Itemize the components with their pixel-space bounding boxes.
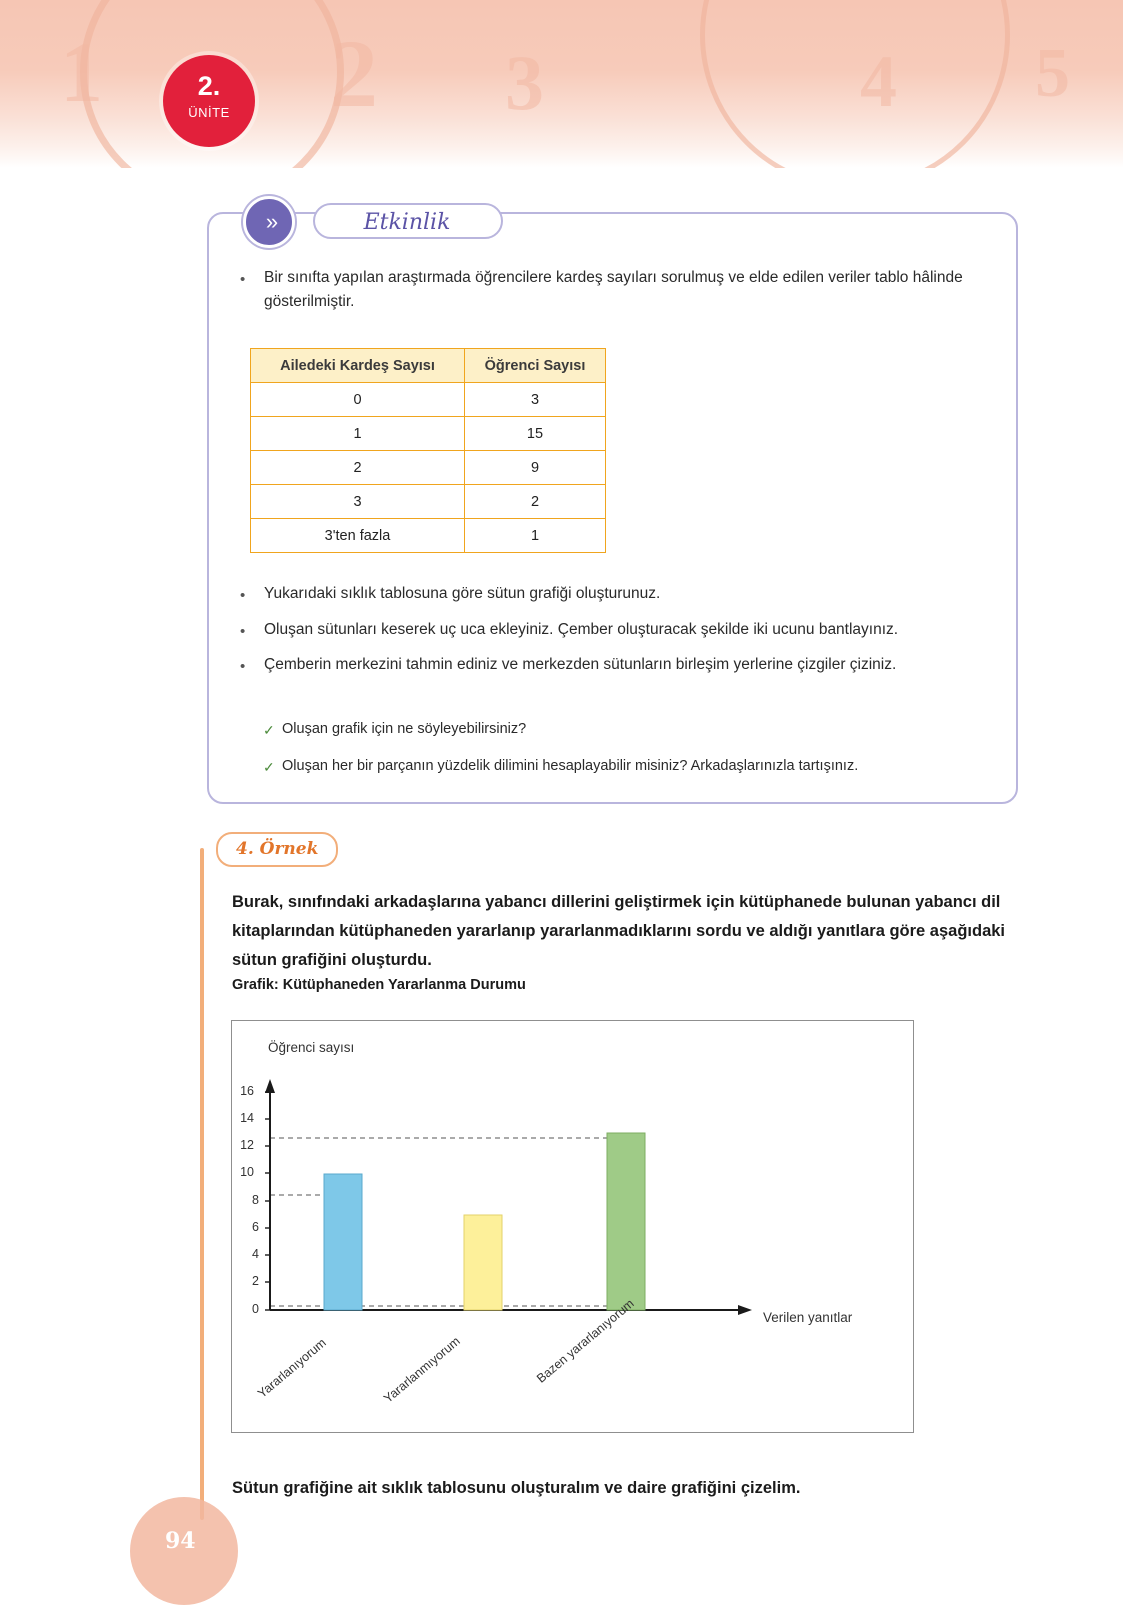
activity-title: Etkinlik — [363, 210, 451, 235]
table-row — [251, 451, 606, 485]
double-arrow-icon: » — [243, 196, 295, 248]
x-axis-arrow — [738, 1305, 752, 1315]
decor-number: 4 — [860, 41, 897, 123]
example-rail — [200, 848, 204, 1520]
table-cell: 1 — [251, 417, 465, 451]
activity-bullet-2: Yukarıdaki sıklık tablosuna göre sütun grafiği oluşturunuz. — [264, 585, 661, 602]
table-cell: 2 — [251, 451, 465, 485]
decor-number: 5 — [1035, 35, 1070, 112]
table-row — [251, 519, 606, 553]
unit-label: ÜNİTE — [188, 105, 230, 120]
table-header-cell: Öğrenci Sayısı — [465, 349, 606, 383]
unit-badge — [163, 55, 255, 147]
table-cell: 1 — [465, 519, 606, 553]
decor-number: 3 — [505, 39, 544, 126]
bar-yararlanmiyorum — [464, 1215, 502, 1310]
unit-number: 2. — [197, 71, 221, 101]
table-cell: 0 — [251, 383, 465, 417]
closing-paragraph: Sütun grafiğine ait sıklık tablosunu oluşturalım ve daire grafiğini çizelim. — [232, 1479, 801, 1497]
chart-caption: Grafik: Kütüphaneden Yararlanma Durumu — [232, 977, 526, 993]
y-tick-16: 16 — [240, 1084, 254, 1098]
table-cell: 9 — [465, 451, 606, 485]
table-row — [251, 383, 606, 417]
frequency-table — [250, 348, 606, 553]
y-tick-2: 2 — [252, 1274, 259, 1288]
bullet-marker: • — [240, 623, 246, 640]
y-tick-6: 6 — [252, 1220, 259, 1234]
x-category-2: Yararlanmıyorum — [381, 1333, 463, 1406]
example-title: 4. Örnek — [216, 832, 338, 867]
table-row — [251, 485, 606, 519]
decor-circle — [700, 0, 1010, 168]
activity-bullet-1: Bir sınıfta yapılan araştırmada öğrencilere kardeş sayıları sorulmuş ve elde edilen veriler tablo hâlinde gösterilmiştir. — [264, 269, 963, 311]
activity-check-1: Oluşan grafik için ne söyleyebilirsiniz? — [282, 721, 527, 737]
y-tick-0: 0 — [252, 1302, 259, 1316]
chart-x-axis-label: Verilen yanıtlar — [763, 1310, 853, 1325]
chart-y-axis-label: Öğrenci sayısı — [268, 1040, 355, 1055]
table-row — [251, 417, 606, 451]
bar-chart-svg — [232, 1021, 913, 1432]
table-cell: 3'ten fazla — [251, 519, 465, 553]
table-cell: 15 — [465, 417, 606, 451]
activity-check-2: Oluşan her bir parçanın yüzdelik dilimini hesaplayabilir misiniz? Arkadaşlarınızla tartışınız. — [282, 758, 859, 774]
bar-bazen-yararlaniyorum — [607, 1133, 645, 1310]
y-axis-arrow — [265, 1079, 275, 1093]
x-category-1: Yararlanıyorum — [255, 1335, 329, 1401]
decor-number: 1 — [60, 24, 103, 120]
bullet-marker: • — [240, 271, 246, 288]
y-tick-10: 10 — [240, 1165, 254, 1179]
y-tick-4: 4 — [252, 1247, 259, 1261]
table-cell: 3 — [465, 383, 606, 417]
bullet-marker: • — [240, 658, 246, 675]
bullet-marker: • — [240, 587, 246, 604]
bar-chart — [231, 1020, 914, 1433]
check-icon: ✓ — [263, 759, 275, 775]
decor-number: 2 — [330, 20, 378, 127]
y-tick-8: 8 — [252, 1193, 259, 1207]
table-cell: 2 — [465, 485, 606, 519]
y-tick-12: 12 — [240, 1138, 254, 1152]
x-category-3: Bazen yararlanıyorum — [534, 1296, 637, 1386]
table-header-cell: Ailedeki Kardeş Sayısı — [251, 349, 465, 383]
page-number: 94 — [165, 1528, 196, 1554]
example-paragraph: Burak, sınıfındaki arkadaşlarına yabancı dillerini geliştirmek için kütüphanede bulunan yabancı dil kitaplarından kütüphaneden yararlanıp yararlanmadıklarını sordu ve aldığı yanıtlara göre aşağıdaki sütun grafiğini oluşturdu. — [232, 893, 1006, 969]
table-cell: 3 — [251, 485, 465, 519]
y-tick-14: 14 — [240, 1111, 254, 1125]
activity-bullet-4: Çemberin merkezini tahmin ediniz ve merkezden sütunların birleşim yerlerine çizgiler çiziniz. — [264, 656, 897, 673]
activity-bullet-3: Oluşan sütunları keserek uç uca ekleyiniz. Çember oluşturacak şekilde iki ucunu bantlayınız. — [264, 621, 899, 638]
table-header-row — [251, 349, 606, 383]
check-icon: ✓ — [263, 722, 275, 738]
bar-yararlaniyorum — [324, 1174, 362, 1310]
